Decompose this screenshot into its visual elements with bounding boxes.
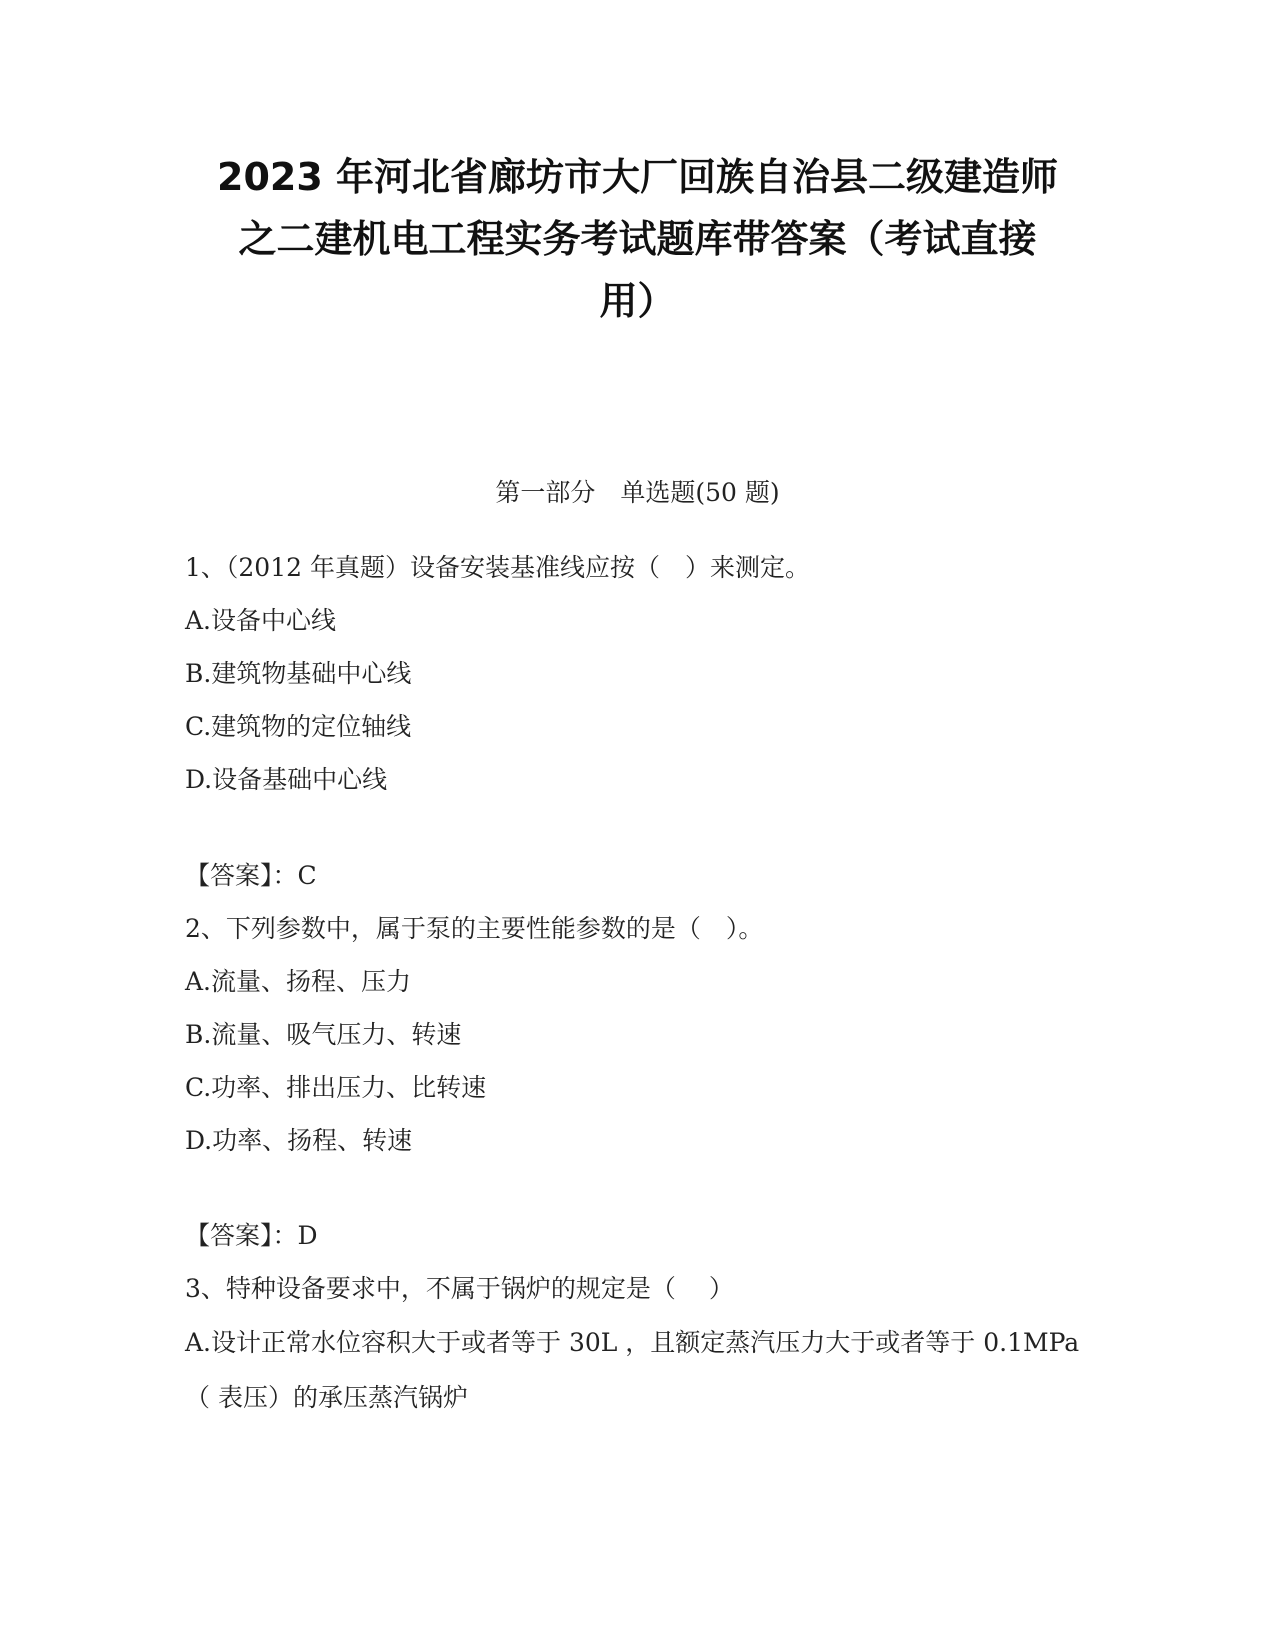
question-1-stem: 1、（2012 年真题）设备安装基准线应按（ ）来测定。: [185, 553, 810, 582]
question-1-option-c: C.建筑物的定位轴线: [185, 712, 412, 741]
section-heading: 第一部分 单选题(50 题): [495, 478, 780, 507]
title-line-3: 用）: [599, 279, 676, 323]
question-1-option-d: D.设备基础中心线: [185, 765, 388, 794]
question-1-answer: 【答案】：C: [185, 861, 317, 890]
document-title: [150, 146, 1125, 332]
question-1-option-b: B.建筑物基础中心线: [185, 659, 412, 688]
question-2-option-d: D.功率、扬程、转速: [185, 1126, 413, 1155]
question-3-option-a: A.设计正常水位容积大于或者等于 30L ，且额定蒸汽压力大于或者等于 0.1MPa（ 表压）的承压蒸汽锅炉: [185, 1328, 1080, 1412]
question-2-answer: 【答案】：D: [185, 1221, 318, 1250]
question-2-option-a: A.流量、扬程、压力: [185, 967, 412, 996]
question-1-option-a: A.设备中心线: [185, 606, 337, 635]
title-line-1: 2023 年河北省廊坊市大厂回族自治县二级建造师: [217, 155, 1058, 199]
question-3-stem: 3、特种设备要求中，不属于锅炉的规定是（ ）: [185, 1274, 734, 1303]
question-2-option-c: C.功率、排出压力、比转速: [185, 1073, 487, 1102]
title-line-2: 之二建机电工程实务考试题库带答案（考试直接: [238, 217, 1037, 261]
question-2-option-b: B.流量、吸气压力、转速: [185, 1020, 462, 1049]
question-2-stem: 2、下列参数中，属于泵的主要性能参数的是（ ）。: [185, 914, 764, 943]
